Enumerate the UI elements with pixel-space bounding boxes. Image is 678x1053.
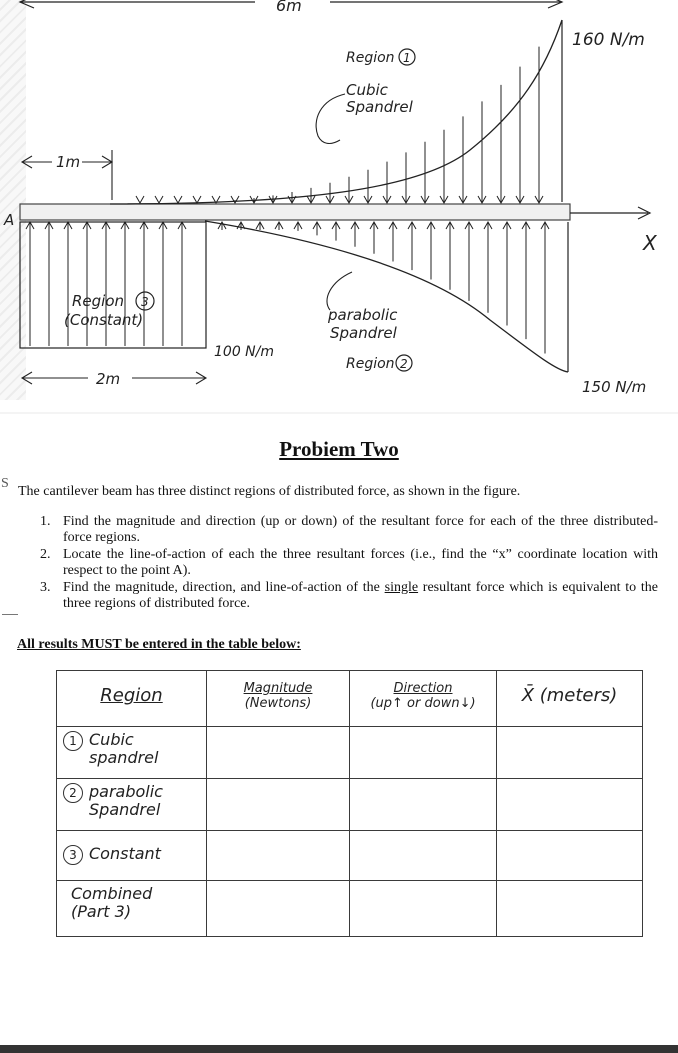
top-dimension	[20, 0, 562, 15]
region2-label	[327, 272, 412, 372]
x-axis-label: X	[643, 231, 657, 255]
table-row	[57, 727, 643, 779]
problem-title: Probiem Two	[279, 437, 399, 461]
header-region: Region	[57, 671, 207, 727]
direction-cell[interactable]	[350, 881, 497, 937]
question-3	[40, 580, 658, 612]
direction-cell[interactable]	[350, 779, 497, 831]
row-region-1: 1 Cubic spandrel	[57, 727, 207, 779]
header-xbar: X̄ (meters)	[497, 671, 643, 727]
region3-block	[20, 222, 206, 348]
svg-text:Region: Region	[72, 292, 125, 310]
dim-1m-label: 1m	[56, 153, 81, 171]
row-region-2: 2 parabolic Spandrel	[57, 779, 207, 831]
xbar-cell[interactable]	[497, 779, 643, 831]
question-1	[40, 514, 658, 546]
svg-text:Region: Region	[346, 356, 395, 372]
magnitude-cell[interactable]	[207, 727, 350, 779]
xbar-cell[interactable]	[497, 881, 643, 937]
direction-cell[interactable]	[350, 831, 497, 881]
beam	[20, 204, 570, 220]
load-150-label: 150 N/m	[582, 378, 647, 396]
question-text: Locate the line-of-action of each the three resultant forces (i.e., find the “x” coordinate location with respect to the point A).	[63, 547, 658, 578]
question-text: Find the magnitude, direction, and line-of-action of the	[63, 580, 385, 595]
dim-1m	[22, 150, 112, 200]
load-arrowhead	[174, 196, 182, 203]
magnitude-cell[interactable]	[207, 881, 350, 937]
svg-text:Spandrel: Spandrel	[330, 324, 397, 342]
svg-text:Region: Region	[346, 50, 395, 66]
svg-text:3: 3	[141, 295, 149, 309]
svg-text:(Constant): (Constant)	[64, 311, 144, 329]
table-row	[57, 831, 643, 881]
row-combined: Combined (Part 3)	[57, 881, 207, 937]
load-160-label: 160 N/m	[572, 30, 645, 50]
region1-label	[316, 49, 415, 143]
results-table	[56, 670, 643, 937]
table-row	[57, 779, 643, 831]
region1-curve	[110, 20, 562, 204]
question-text: Find the magnitude and direction (up or down) of the resultant force for each of the three distributed-force regions.	[63, 514, 658, 545]
margin-mark: S	[1, 476, 9, 491]
question-number: 1.	[40, 514, 51, 529]
row-region-3: 3 Constant	[57, 831, 207, 881]
svg-text:parabolic: parabolic	[328, 306, 398, 324]
load-arrowhead	[155, 196, 163, 203]
header-magnitude: Magnitude (Newtons)	[207, 671, 350, 727]
table-instruction: All results MUST be entered in the table below:	[17, 637, 301, 652]
point-a-label: A	[4, 211, 15, 229]
separator	[0, 412, 678, 414]
top-dimension-label: 6m	[276, 0, 302, 15]
svg-text:2: 2	[400, 357, 408, 371]
region3-label	[64, 292, 154, 329]
xbar-cell[interactable]	[497, 727, 643, 779]
underlined-word: single	[384, 580, 419, 595]
load-arrowhead	[193, 196, 201, 203]
svg-text:Cubic: Cubic	[346, 81, 388, 99]
xbar-cell[interactable]	[497, 831, 643, 881]
magnitude-cell[interactable]	[207, 831, 350, 881]
question-number: 2.	[40, 547, 51, 562]
dim-2m	[22, 370, 206, 388]
table-header-row	[57, 671, 643, 727]
question-list	[40, 514, 658, 613]
region1-arrows	[136, 47, 543, 204]
table-row	[57, 881, 643, 937]
margin-dash	[2, 614, 18, 615]
problem-intro: The cantilever beam has three distinct regions of distributed force, as shown in the figure.	[18, 484, 521, 499]
question-number: 3.	[40, 580, 51, 595]
question-text: resultant force which is equivalent to the three regions of distributed force.	[63, 580, 658, 611]
footer-bar	[0, 1045, 678, 1053]
magnitude-cell[interactable]	[207, 779, 350, 831]
svg-text:Spandrel: Spandrel	[346, 98, 413, 116]
beam-figure	[0, 0, 678, 412]
header-direction: Direction (up↑ or down↓)	[350, 671, 497, 727]
question-2	[40, 547, 658, 579]
load-100-label: 100 N/m	[214, 344, 274, 360]
load-arrowhead	[136, 196, 144, 203]
region-up-arrows	[26, 222, 549, 353]
direction-cell[interactable]	[350, 727, 497, 779]
dim-2m-label: 2m	[96, 370, 121, 388]
svg-text:1: 1	[403, 51, 411, 65]
